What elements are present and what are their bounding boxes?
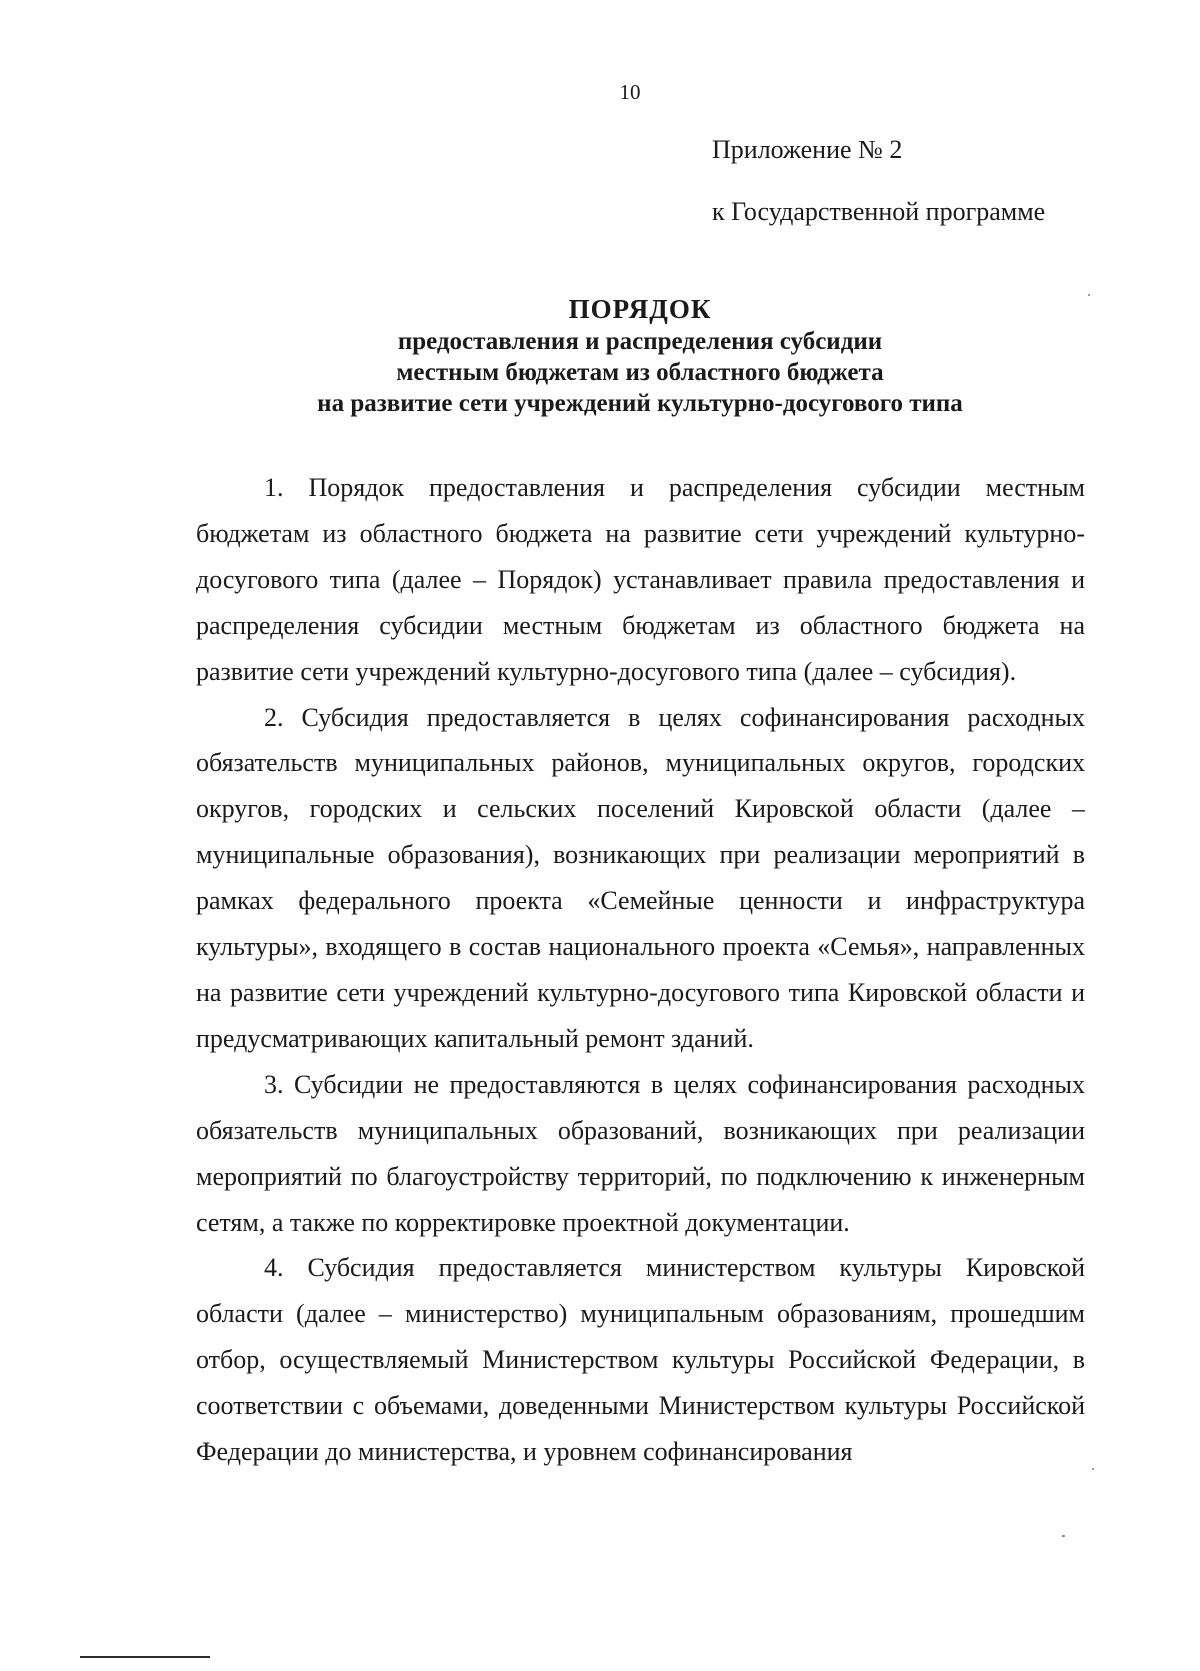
- appendix-reference: к Государственной программе: [712, 197, 1046, 226]
- paragraph-2: 2. Субсидия предоставляется в целях софинансирования расходных обязательств муниципальных районов, муниципальных округов, городских округов, городских и сельских поселений Кировской области (далее – муниципальные образования), возникающих при реализации мероприятий в рамках федерального проекта «Семейные ценности и инфраструктура культуры», входящего в состав национального проекта «Семья», направленных на развитие сети учреждений культурно-досугового типа Кировской области и предусматривающих капитальный ремонт зданий.: [196, 702, 1085, 1053]
- paragraph-3: 3. Субсидии не предоставляются в целях софинансирования расходных обязательств муниципальных образований, возникающих при реализации мероприятий по благоустройству территорий, по подключению к инженерным сетям, а также по корректировке проектной документации.: [196, 1069, 1085, 1237]
- subtitle-line-2: местным бюджетам из областного бюджета: [396, 359, 884, 386]
- paragraph-1-text: 1. Порядок предоставления и распределения субсидии местным бюджетам из областного бюджета на развитие сети учреждений культурно-досугового типа (далее – Порядок) устанавливает правила предоставления и распределения субсидии местным бюджетам из областного бюджета на развитие сети учреждений культурно-досугового типа: [196, 473, 1085, 686]
- document-body: [196, 465, 1085, 1475]
- scan-speck: [1088, 294, 1090, 296]
- scan-speck: [1092, 1468, 1094, 1470]
- paragraph-1-tail: (далее – субсидия).: [803, 656, 1017, 686]
- paragraph-1: [196, 465, 1085, 695]
- scan-speck: [1062, 1535, 1065, 1537]
- paragraph-4: 4. Субсидия предоставляется министерством культуры Кировской области (далее – министерство) муниципальным образованиям, прошедшим отбор, осуществляемый Министерством культуры Российской Федерации, в соответствии с объемами, доведенными Министерством культуры Российской Федерации до министерства, и уровнем софинансирования: [196, 1253, 1085, 1467]
- footer-rule: [80, 1656, 210, 1658]
- subtitle-line-3: на развитие сети учреждений культурно-досугового типа: [317, 390, 963, 417]
- document-title: ПОРЯДОК: [568, 294, 712, 324]
- subtitle-line-1: предоставления и распределения субсидии: [397, 328, 883, 355]
- document-subtitle: [190, 326, 1090, 419]
- appendix-title: Приложение № 2: [712, 135, 903, 164]
- page-number: 10: [619, 80, 641, 104]
